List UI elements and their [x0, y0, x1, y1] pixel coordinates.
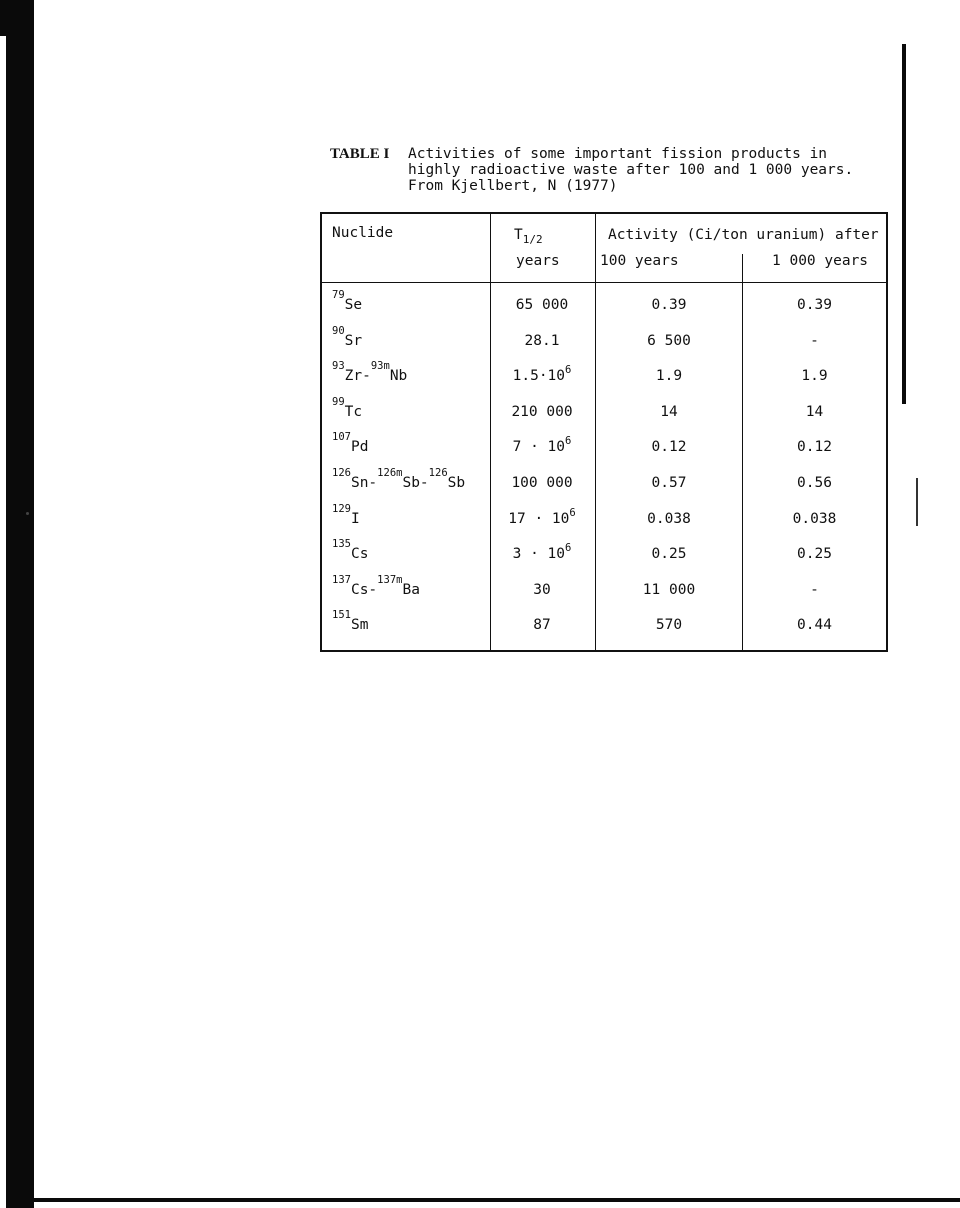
nuclide-cell: [332, 360, 408, 385]
activity-1000-cell: 0.39: [797, 297, 832, 313]
scan-right-mark: [902, 44, 906, 404]
scan-left-tab: [0, 0, 12, 36]
half-life-base: 7 · 10: [512, 439, 566, 456]
mass-number: 99: [332, 395, 345, 408]
mass-number: 107: [332, 431, 351, 444]
element-symbol: Se: [344, 297, 363, 313]
half-life-exponent: 6: [565, 435, 572, 448]
half-life-cell: 28.1: [524, 332, 560, 349]
activity-100-cell: 570: [655, 617, 683, 634]
mass-number: 93m: [370, 360, 390, 373]
mass-number: 126m: [377, 467, 403, 479]
half-life-cell: [492, 364, 592, 386]
half-life-cell: 87: [533, 617, 551, 634]
element-symbol: Ba: [402, 581, 420, 598]
element-symbol: Nb: [389, 368, 408, 385]
half-life-symbol: T: [514, 227, 523, 243]
element-symbol: Cs: [350, 546, 369, 563]
header-nuclide: Nuclide: [332, 225, 394, 241]
half-life-base: 1.5·10: [512, 368, 566, 385]
activity-1000-cell: -: [810, 581, 819, 598]
mass-number: 93: [332, 360, 345, 373]
element-symbol: Sm: [350, 617, 369, 634]
activity-100-cell: 14: [660, 403, 678, 420]
activity-100-cell: 1.9: [655, 368, 683, 385]
element-symbol: Tc: [344, 403, 363, 420]
element-symbol: Sb: [447, 475, 466, 491]
half-life-subscript: 1/2: [522, 233, 543, 246]
element-symbol: Zr-: [344, 368, 371, 385]
nuclide-cell: [332, 538, 369, 563]
header-half-life: [514, 226, 543, 245]
half-life-cell: 65 000: [515, 297, 569, 313]
nuclide-cell: [332, 324, 363, 349]
activity-100-cell: 11 000: [642, 581, 696, 598]
scan-right-mark-small: [916, 478, 918, 526]
half-life-cell: 30: [533, 581, 551, 598]
header-divider: [322, 282, 886, 283]
mass-number: 137: [332, 573, 351, 586]
activity-100-cell: 0.57: [651, 475, 687, 491]
activity-100-cell: 6 500: [647, 332, 691, 349]
activity-100-cell: 0.39: [651, 297, 687, 313]
mass-number: 129: [332, 502, 351, 515]
element-symbol: Cs-: [350, 581, 378, 598]
nuclide-cell: [332, 289, 363, 313]
half-life-exponent: 6: [565, 542, 572, 555]
half-life-base: 3 · 10: [512, 546, 566, 563]
half-life-cell: [492, 506, 592, 529]
column-divider: [490, 214, 491, 650]
nuclide-cell: [332, 395, 363, 420]
nuclide-cell: [332, 609, 369, 634]
nuclide-cell: [332, 573, 420, 598]
scan-left-border: [6, 0, 34, 1208]
element-symbol: Sb-: [402, 475, 429, 491]
header-activity: Activity (Ci/ton uranium) after: [608, 227, 879, 243]
half-life-exponent: 6: [569, 506, 576, 519]
activity-1000-cell: 0.56: [797, 475, 832, 491]
header-1000-years: 1 000 years: [772, 253, 869, 269]
mass-number: 90: [332, 324, 345, 337]
half-life-cell: [492, 435, 592, 457]
mass-number: 137m: [377, 573, 403, 586]
half-life-base: 17 · 10: [508, 510, 570, 527]
caption-line-1: Activities of some important fission products in: [408, 146, 828, 162]
nuclide-cell: [332, 431, 369, 456]
element-symbol: Sn-: [350, 475, 378, 491]
activity-1000-cell: 1.9: [801, 368, 828, 385]
element-symbol: Sr: [344, 332, 363, 349]
element-symbol: Pd: [350, 439, 369, 456]
header-100-years: 100 years: [600, 253, 679, 269]
half-life-cell: 210 000: [511, 403, 573, 420]
activity-1000-cell: 0.44: [797, 617, 832, 634]
nuclide-cell: [332, 467, 466, 491]
activity-1000-cell: 0.038: [792, 510, 837, 527]
mass-number: 126: [428, 467, 448, 479]
mass-number: 135: [332, 538, 351, 551]
activity-100-cell: 0.25: [651, 546, 687, 563]
scan-bottom-border: [6, 1198, 960, 1202]
nuclide-cell: [332, 502, 360, 527]
caption-line-2: highly radioactive waste after 100 and 1 000 years.: [408, 162, 854, 178]
scan-speck: [26, 512, 29, 515]
half-life-exponent: 6: [565, 364, 572, 377]
data-table: [320, 212, 888, 652]
activity-1000-cell: 0.25: [797, 546, 832, 563]
activity-100-cell: 0.12: [651, 439, 687, 456]
activity-100-cell: 0.038: [647, 510, 691, 527]
caption-line-3: From Kjellbert, N (1977): [408, 178, 618, 194]
header-half-life-unit: years: [516, 253, 560, 269]
activity-1000-cell: -: [810, 332, 819, 349]
mass-number: 151: [332, 609, 351, 622]
half-life-cell: 100 000: [511, 475, 573, 491]
table-label: TABLE I: [330, 146, 390, 162]
element-symbol: I: [350, 510, 360, 527]
activity-1000-cell: 0.12: [797, 439, 832, 456]
activity-1000-cell: 14: [805, 403, 824, 420]
half-life-cell: [492, 542, 592, 564]
mass-number: 79: [332, 289, 345, 301]
mass-number: 126: [332, 467, 351, 479]
